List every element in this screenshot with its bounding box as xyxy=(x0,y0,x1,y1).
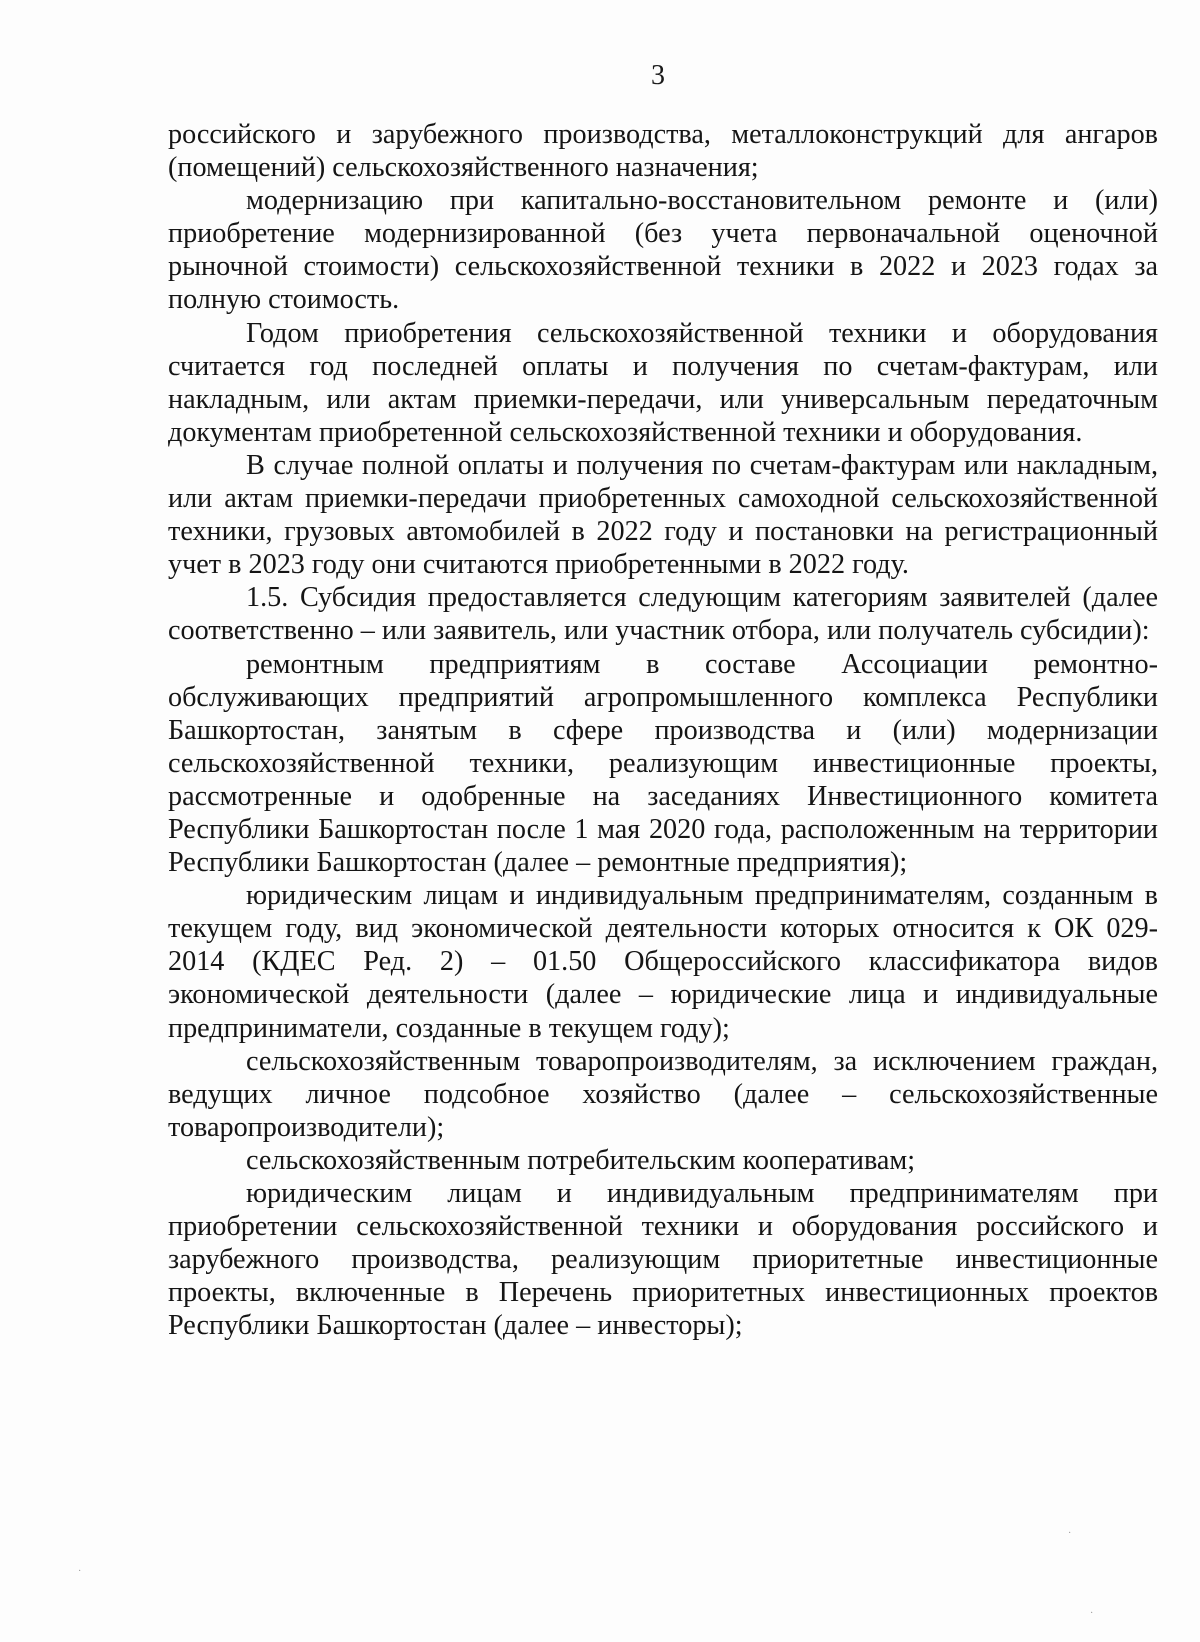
paragraph-2: модернизацию при капитально-восстановительном ремонте и (или) приобретение модернизированной (без учета первоначальной оценочной рыночной стоимости) сельскохозяйственной техники в 2022 и 2023 годах за полную стоимость. xyxy=(168,185,1158,316)
document-body xyxy=(168,118,1158,1342)
paragraph-3: Годом приобретения сельскохозяйственной техники и оборудования считается год последней оплаты и получения по счетам-фактурам, или накладным, или актам приемки-передачи, или универсальным передаточным документам приобретенной сельскохозяйственной техники и оборудования. xyxy=(168,317,1158,448)
scan-speck: · xyxy=(1068,1528,1072,1539)
paragraph-5: 1.5. Субсидия предоставляется следующим категориям заявителей (далее соответственно – или заявитель, или участник отбора, или получатель субсидии): xyxy=(168,582,1158,647)
paragraph-6: ремонтным предприятиям в составе Ассоциации ремонтно-обслуживающих предприятий агропромышленного комплекса Республики Башкортостан, занятым в сфере производства и (или) модернизации сельскохозяйственной техники, реализующим инвестиционные проекты, рассмотренные и одобренные на заседаниях Инвестиционного комитета Республики Башкортостан после 1 мая 2020 года, расположенным на территории Республики Башкортостан (далее – ремонтные предприятия); xyxy=(168,648,1158,879)
paragraph-8: сельскохозяйственным товаропроизводителям, за исключением граждан, ведущих личное подсобное хозяйство (далее – сельскохозяйственные товаропроизводители); xyxy=(168,1045,1158,1143)
paragraph-4: В случае полной оплаты и получения по счетам-фактурам или накладным, или актам приемки-передачи приобретенных самоходной сельскохозяйственной техники, грузовых автомобилей в 2022 году и постановки на регистрационный учет в 2023 году они считаются приобретенными в 2022 году. xyxy=(168,449,1158,581)
paragraph-7: юридическим лицам и индивидуальным предпринимателям, созданным в текущем году, вид экономической деятельности которых относится к ОК 029-2014 (КДЕС Ред. 2) – 01.50 Общероссийского классификатора видов экономической деятельности (далее – юридические лица и индивидуальные предприниматели, созданные в текущем году); xyxy=(168,880,1158,1044)
scan-speck: · xyxy=(78,1566,82,1577)
scan-speck: · xyxy=(1090,1608,1094,1619)
paragraph-9: сельскохозяйственным потребительским кооперативам; xyxy=(246,1144,916,1176)
paragraph-1: российского и зарубежного производства, металлоконструкций для ангаров (помещений) сельскохозяйственного назначения; xyxy=(168,119,1158,184)
page-number: 3 xyxy=(651,60,665,91)
paragraph-10: юридическим лицам и индивидуальным предпринимателям при приобретении сельскохозяйственной техники и оборудования российского и зарубежного производства, реализующим приоритетные инвестиционные проекты, включенные в Перечень приоритетных инвестиционных проектов Республики Башкортостан (далее – инвесторы); xyxy=(168,1178,1158,1342)
